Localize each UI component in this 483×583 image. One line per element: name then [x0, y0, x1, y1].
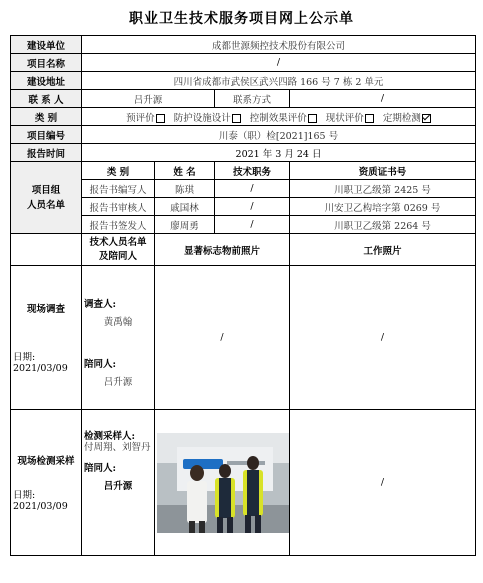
checkbox-checked-icon — [422, 114, 431, 123]
contact-label: 联 系 人 — [11, 90, 82, 108]
staff-role: 报告书编写人 — [82, 180, 155, 198]
staff-header-cert: 资质证书号 — [290, 162, 476, 180]
checkbox-icon — [365, 114, 374, 123]
staff-name: 廖周勇 — [155, 216, 215, 234]
sampling-companion-name: 吕升源 — [103, 481, 133, 492]
photos-header-work: 工作照片 — [290, 234, 476, 266]
checkbox-icon — [232, 114, 241, 123]
staff-title: / — [215, 216, 290, 234]
staff-cert: 川安卫乙构培字第 0269 号 — [290, 198, 476, 216]
type-option-control: 控制效果评价 — [250, 113, 317, 124]
survey-companion-label: 陪同人: — [84, 359, 117, 370]
unit-label: 建设单位 — [11, 36, 82, 54]
staff-cert: 川职卫乙级第 2264 号 — [290, 216, 476, 234]
staff-header-category: 类 别 — [82, 162, 155, 180]
type-option-pre: 预评价 — [126, 113, 165, 124]
photos-header-empty — [11, 234, 82, 266]
page-title: 职业卫生技术服务项目网上公示单 — [129, 11, 354, 27]
type-label: 类 别 — [11, 108, 82, 126]
code-label: 项目编号 — [11, 126, 82, 144]
type-option-status: 现状评价 — [326, 113, 374, 124]
address-label: 建设地址 — [11, 72, 82, 90]
contact-method-label: 联系方式 — [215, 90, 290, 108]
sampler-label: 检测采样人: — [84, 431, 136, 442]
staff-cert: 川职卫乙级第 2425 号 — [290, 180, 476, 198]
staff-header-title: 技术职务 — [215, 162, 290, 180]
sampling-date-label: 日期: — [13, 490, 36, 501]
code-value: 川泰（职）检[2021]165 号 — [82, 126, 476, 144]
staff-name: 戚国林 — [155, 198, 215, 216]
announcement-table — [10, 35, 476, 556]
survey-block — [11, 266, 82, 410]
unit-value: 成都世源频控技术股份有限公司 — [82, 36, 476, 54]
staff-role: 报告书签发人 — [82, 216, 155, 234]
landmark-photo-image — [157, 433, 290, 533]
address-value: 四川省成都市武侯区武兴四路 166 号 7 栋 2 单元 — [82, 72, 476, 90]
sampling-block — [11, 410, 82, 556]
type-option-design: 防护设施设计 — [174, 113, 241, 124]
time-label: 报告时间 — [11, 144, 82, 162]
survey-companion-name: 吕升源 — [103, 377, 133, 388]
staff-header-name: 姓 名 — [155, 162, 215, 180]
staff-title: / — [215, 180, 290, 198]
type-option-periodic: 定期检测 — [383, 113, 431, 124]
investigator-label: 调查人: — [84, 299, 117, 310]
sampling-label: 现场检测采样 — [17, 456, 75, 467]
photos-header-person: 技术人员名单 及陪同人 — [82, 234, 155, 266]
photos-header-landmark: 显著标志物前照片 — [155, 234, 290, 266]
staff-group-label: 项目组 人员名单 — [11, 162, 82, 234]
time-value: 2021 年 3 月 24 日 — [82, 144, 476, 162]
staff-title: / — [215, 198, 290, 216]
name-label: 项目名称 — [11, 54, 82, 72]
staff-name: 陈琪 — [155, 180, 215, 198]
survey-date: 2021/03/09 — [13, 363, 68, 374]
sampling-companion-label: 陪同人: — [84, 463, 117, 474]
staff-role: 报告书审核人 — [82, 198, 155, 216]
sampling-work-photo: / — [290, 410, 476, 556]
checkbox-icon — [156, 114, 165, 123]
contact-value: 吕升源 — [82, 90, 215, 108]
contact-method-value: / — [290, 90, 476, 108]
sampling-person-cell — [82, 410, 155, 556]
name-value: / — [82, 54, 476, 72]
sampling-landmark-cell — [155, 410, 290, 556]
landmark-photo-illustration — [157, 433, 290, 533]
survey-label: 现场调查 — [26, 304, 65, 315]
checkbox-icon — [308, 114, 317, 123]
survey-work-photo: / — [290, 266, 476, 410]
sampler-names: 付周翔、刘智丹 — [84, 442, 151, 453]
investigator-name: 黄禹翰 — [103, 317, 133, 328]
survey-date-label: 日期: — [13, 352, 36, 363]
survey-landmark-photo: / — [155, 266, 290, 410]
type-options — [82, 108, 476, 126]
survey-person-cell — [82, 266, 155, 410]
sampling-date: 2021/03/09 — [13, 501, 68, 512]
